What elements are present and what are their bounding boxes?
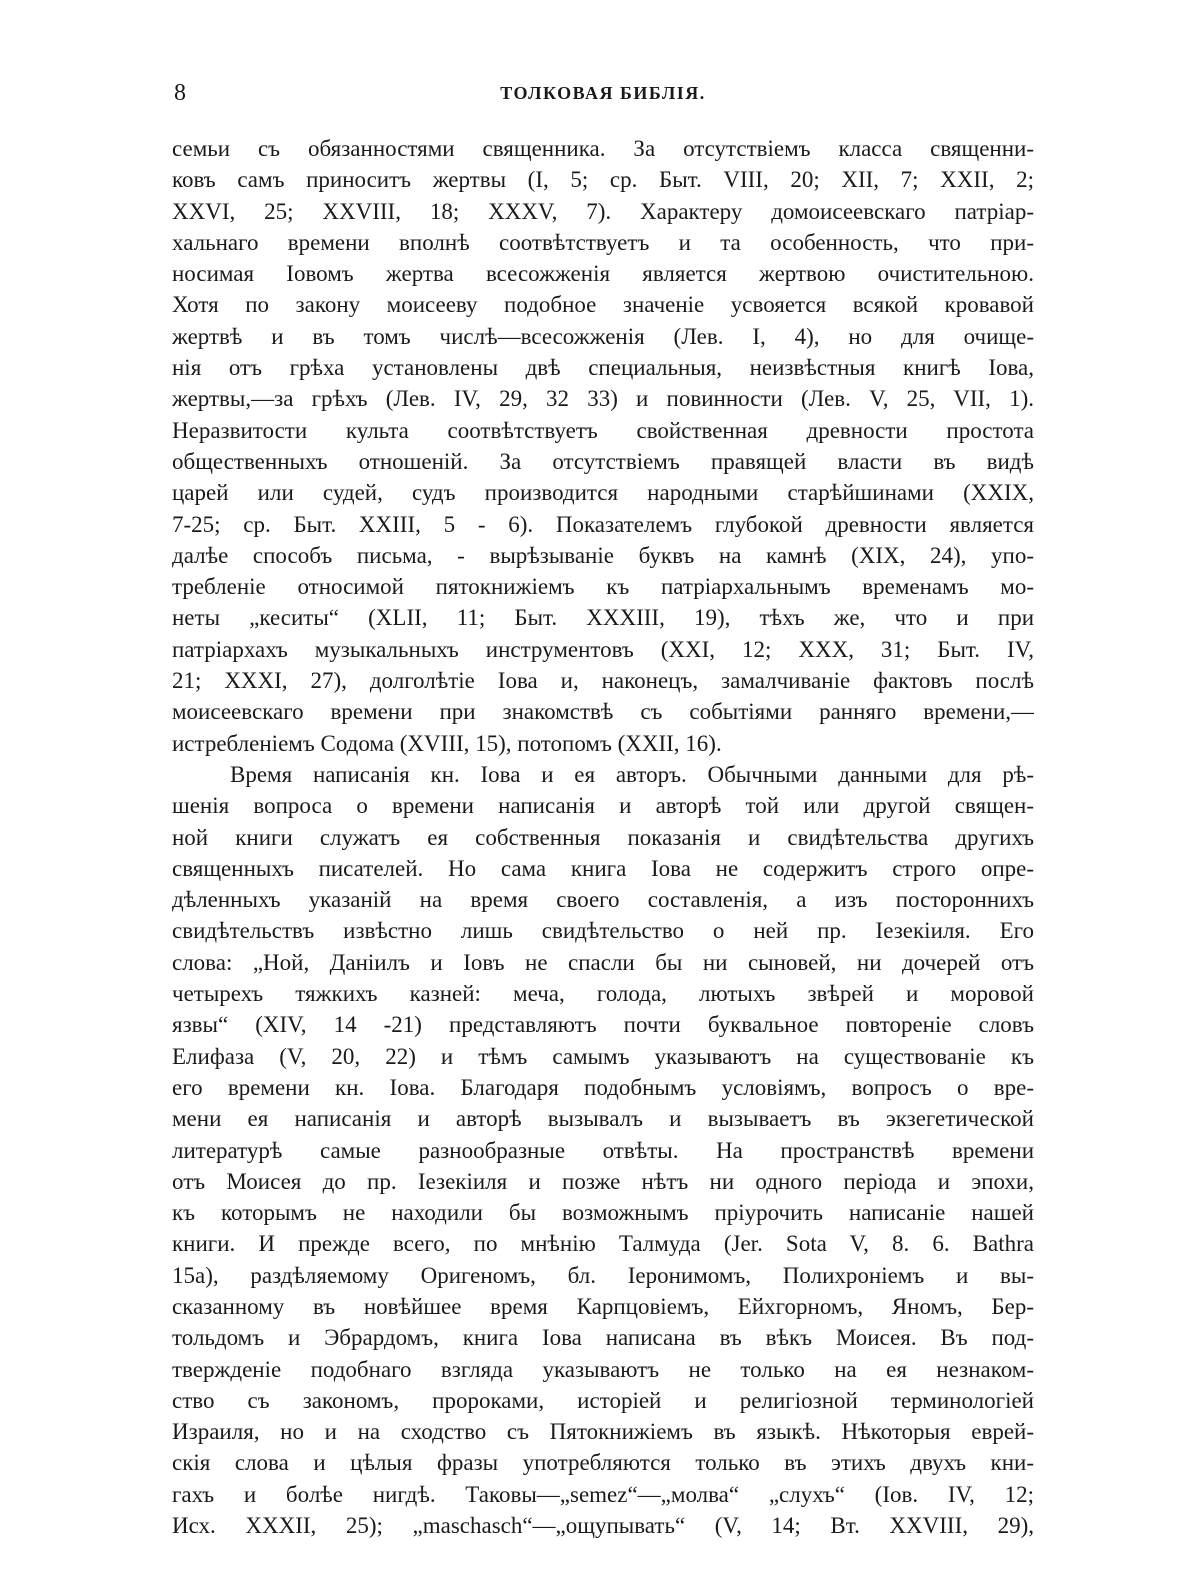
text-line: моисеевскаго времени при знакомствѣ съ событіями ранняго времени,— [172, 699, 1034, 725]
text-line: литературѣ самые разнообразные отвѣты. На пространствѣ времени [172, 1137, 1034, 1163]
text-line: неты „кеситы“ (XLII, 11; Быт. XXXIII, 19), тѣхъ же, что и при [172, 605, 1034, 631]
text-line: ковъ самъ приноситъ жертвы (I, 5; ср. Быт. VIII, 20; XII, 7; XXII, 2; [172, 167, 1034, 193]
body-text [172, 133, 1034, 1541]
text-line: гахъ и болѣе нигдѣ. Таковы—„semez“—„молва“ „слухъ“ (Іов. IV, 12; [172, 1481, 1034, 1507]
paragraph-1 [172, 133, 1034, 759]
text-line: царей или судей, судъ производится народными старѣйшинами (XXIX, [172, 480, 1034, 506]
running-head [174, 78, 1032, 108]
text-line: носимая Іовомъ жертва всесожженія является жертвою очистительною. [172, 261, 1034, 287]
text-line: общественныхъ отношеній. За отсутствіемъ правящей власти въ видѣ [172, 448, 1034, 474]
text-line: дѣленныхъ указаній на время своего составленія, а изъ постороннихъ [172, 887, 1034, 913]
text-line: къ которымъ не находили бы возможнымъ пріурочить написаніе нашей [172, 1200, 1034, 1226]
text-line: твержденіе подобнаго взгляда указываютъ не только на ея незнаком- [172, 1356, 1034, 1382]
text-line: слова: „Ной, Даніилъ и Іовъ не спасли бы ни сыновей, ни дочерей отъ [172, 949, 1034, 975]
text-line: ство съ закономъ, пророками, исторіей и религіозной терминологіей [172, 1387, 1034, 1413]
text-line: скія слова и цѣлыя фразы употребляются только въ этихъ двухъ кни- [172, 1450, 1034, 1476]
text-line: 7-25; ср. Быт. XXIII, 5 - 6). Показателемъ глубокой древности является [172, 511, 1034, 537]
text-line: Время написанія кн. Іова и ея авторъ. Обычными данными для рѣ- [230, 761, 1034, 787]
text-line: сказанному въ новѣйшее время Карпцовіемъ, Ейхгорномъ, Яномъ, Бер- [172, 1293, 1034, 1319]
text-line: мени ея написанія и авторѣ вызывалъ и вызываетъ въ экзегетической [172, 1106, 1034, 1132]
text-line: жертвѣ и въ томъ числѣ—всесожженія (Лев. I, 4), но для очище- [172, 323, 1034, 349]
page-number: 8 [174, 80, 186, 106]
text-line: требленіе относимой пятокнижіемъ къ патріархальнымъ временамъ мо- [172, 574, 1034, 600]
running-title: ТОЛКОВАЯ БИБЛІЯ. [500, 83, 706, 103]
text-line: Хотя по закону моисееву подобное значеніе усвояется всякой кровавой [172, 292, 1034, 318]
text-line: XXVI, 25; XXVIII, 18; XXXV, 7). Характеру домоисеевскаго патріар- [172, 198, 1034, 224]
text-line: шенія вопроса о времени написанія и авторѣ той или другой священ- [172, 793, 1034, 819]
text-line: ной книги служатъ ея собственныя показанія и свидѣтельства другихъ [172, 824, 1034, 850]
text-line: язвы“ (XIV, 14 -21) представляютъ почти буквальное повтореніе словъ [172, 1012, 1034, 1038]
text-line: 21; XXXI, 27), долголѣтіе Іова и, наконецъ, замалчиваніе фактовъ послѣ [172, 668, 1034, 694]
text-line: нія отъ грѣха установлены двѣ специальныя, неизвѣстныя книгѣ Іова, [172, 355, 1034, 381]
text-line: истребленіемъ Содома (XVIII, 15), потопомъ (XXII, 16). [172, 730, 722, 756]
text-line: свидѣтельствъ извѣстно лишь свидѣтельство о ней пр. Іезекіиля. Его [172, 918, 1034, 944]
text-line: 15a), раздѣляемому Оригеномъ, бл. Іеронимомъ, Полихроніемъ и вы- [172, 1262, 1034, 1288]
text-line: отъ Моисея до пр. Іезекіиля и позже нѣтъ ни одного періода и эпохи, [172, 1168, 1034, 1194]
text-line: семьи съ обязанностями священника. За отсутствіемъ класса священни- [172, 136, 1034, 161]
text-line: Исх. XXXII, 25); „maschasch“—„ощупывать“ (V, 14; Вт. XXVIII, 29), [172, 1513, 1034, 1539]
text-line: книги. И прежде всего, по мнѣнію Талмуда (Jer. Sota V, 8. 6. Bathra [172, 1231, 1034, 1257]
text-line: далѣе способъ письма, - вырѣзываніе буквъ на камнѣ (XIX, 24), упо- [172, 542, 1034, 568]
text-line: Елифаза (V, 20, 22) и тѣмъ самымъ указываютъ на существованіе къ [172, 1043, 1034, 1069]
text-line: священныхъ писателей. Но сама книга Іова не содержитъ строго опре- [172, 855, 1034, 881]
text-line: патріархахъ музыкальныхъ инструментовъ (XXI, 12; XXX, 31; Быт. IV, [172, 636, 1034, 662]
text-line: жертвы,—за грѣхъ (Лев. IV, 29, 32 33) и повинности (Лев. V, 25, VII, 1). [172, 386, 1034, 412]
text-line: четырехъ тяжкихъ казней: меча, голода, лютыхъ звѣрей и моровой [172, 981, 1034, 1007]
paragraph-2 [172, 759, 1034, 1541]
text-line: Неразвитости культа соотвѣтствуетъ свойственная древности простота [172, 417, 1034, 443]
text-line: хальнаго времени вполнѣ соотвѣтствуетъ и та особенность, что при- [172, 229, 1034, 255]
text-line: Израиля, но и на сходство съ Пятокнижіемъ въ языкѣ. Нѣкоторыя еврей- [172, 1419, 1034, 1445]
text-line: тольдомъ и Эбрардомъ, книга Іова написана въ вѣкъ Моисея. Въ под- [172, 1325, 1034, 1351]
text-line: его времени кн. Іова. Благодаря подобнымъ условіямъ, вопросъ о вре- [172, 1074, 1034, 1100]
